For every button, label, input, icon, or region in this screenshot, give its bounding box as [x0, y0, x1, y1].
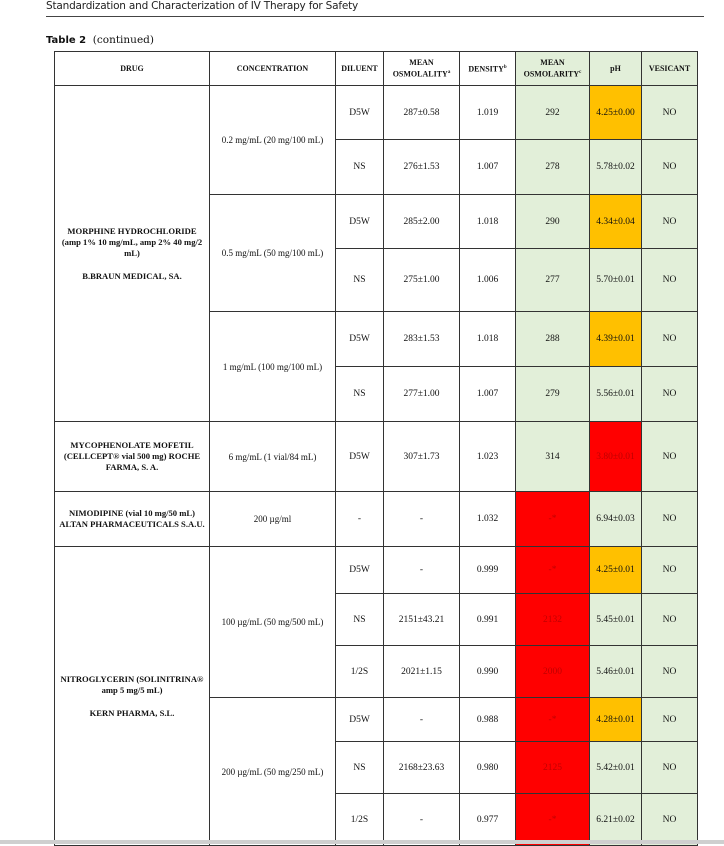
diluent-cell: D5W — [336, 422, 384, 492]
drug-maker: KERN PHARMA, S.L. — [89, 707, 175, 718]
osmolarity-cell: 314 — [516, 422, 590, 492]
osmolality-cell: 287±0.58 — [384, 86, 460, 140]
diluent-cell: D5W — [336, 195, 384, 249]
osmolality-cell: 2168±23.63 — [384, 742, 460, 794]
osmolarity-cell: 2000 — [516, 646, 590, 698]
drug-cell — [55, 492, 210, 547]
page-bottom-edge — [0, 840, 724, 844]
density-cell: 1.018 — [460, 312, 516, 367]
table-row — [55, 492, 698, 547]
density-cell: 0.991 — [460, 594, 516, 646]
density-cell: 1.019 — [460, 86, 516, 140]
vesicant-cell: NO — [642, 794, 698, 846]
concentration-cell: 6 mg/mL (1 vial/84 mL) — [210, 422, 336, 492]
osmolarity-cell: 292 — [516, 86, 590, 140]
vesicant-cell: NO — [642, 594, 698, 646]
drug-maker: B.BRAUN MEDICAL, SA. — [82, 270, 182, 281]
density-cell: 0.990 — [460, 646, 516, 698]
diluent-cell: NS — [336, 249, 384, 312]
vesicant-cell: NO — [642, 698, 698, 742]
vesicant-cell: NO — [642, 547, 698, 594]
drug-name: NIMODIPINE (vial 10 mg/50 mL) ALTAN PHARMACEUTICALS S.A.U. — [59, 508, 205, 529]
osmolality-cell: 2151±43.21 — [384, 594, 460, 646]
vesicant-cell: NO — [642, 249, 698, 312]
ph-cell: 5.42±0.01 — [590, 742, 642, 794]
concentration-cell: 200 µg/mL (50 mg/250 mL) — [210, 698, 336, 846]
concentration-cell: 0.5 mg/mL (50 mg/100 mL) — [210, 195, 336, 312]
ph-cell: 5.70±0.01 — [590, 249, 642, 312]
diluent-cell: NS — [336, 594, 384, 646]
running-header: Standardization and Characterization of IV Therapy for Safety — [46, 0, 359, 12]
osmolarity-cell: 290 — [516, 195, 590, 249]
concentration-cell: 200 µg/ml — [210, 492, 336, 547]
osmolality-cell: - — [384, 794, 460, 846]
density-cell: 0.977 — [460, 794, 516, 846]
osmolality-cell: - — [384, 492, 460, 547]
osmolality-cell: 276±1.53 — [384, 140, 460, 195]
drug-name: MYCOPHENOLATE MOFETIL (CELLCEPT® vial 500 mg) ROCHE FARMA, S. A. — [63, 440, 201, 472]
diluent-cell: D5W — [336, 698, 384, 742]
density-cell: 0.988 — [460, 698, 516, 742]
osmolarity-cell: 2132 — [516, 594, 590, 646]
ph-cell: 6.21±0.02 — [590, 794, 642, 846]
osmolarity-cell: -* — [516, 492, 590, 547]
col-mean-osmolarity: MEAN OSMOLARITY$^c$ — [516, 52, 590, 86]
vesicant-cell: NO — [642, 422, 698, 492]
osmolality-cell: 283±1.53 — [384, 312, 460, 367]
concentration-cell: 100 µg/mL (50 mg/500 mL) — [210, 547, 336, 698]
osmolality-cell: - — [384, 547, 460, 594]
osmolality-cell: 307±1.73 — [384, 422, 460, 492]
table-row — [55, 422, 698, 492]
density-cell: 1.006 — [460, 249, 516, 312]
diluent-cell: 1/2S — [336, 646, 384, 698]
col-drug: DRUG — [55, 52, 210, 86]
concentration-cell: 1 mg/mL (100 mg/100 mL) — [210, 312, 336, 422]
osmolality-cell: - — [384, 698, 460, 742]
osmolality-cell: 277±1.00 — [384, 367, 460, 422]
diluent-cell: D5W — [336, 547, 384, 594]
col-diluent: DILUENT — [336, 52, 384, 86]
col-concentration: CONCENTRATION — [210, 52, 336, 86]
ph-cell: 5.56±0.01 — [590, 367, 642, 422]
table-label: Table 2 — [46, 35, 87, 46]
table-row — [55, 547, 698, 594]
ph-cell: 5.78±0.02 — [590, 140, 642, 195]
osmolarity-cell: 277 — [516, 249, 590, 312]
density-cell: 1.018 — [460, 195, 516, 249]
vesicant-cell: NO — [642, 140, 698, 195]
vesicant-cell: NO — [642, 86, 698, 140]
table-caption-text: (continued) — [92, 34, 154, 46]
header-row — [55, 52, 698, 86]
osmolarity-cell: -* — [516, 794, 590, 846]
ph-cell: 4.25±0.01 — [590, 547, 642, 594]
osmolality-cell: 2021±1.15 — [384, 646, 460, 698]
drug-cell — [55, 422, 210, 492]
col-ph: pH — [590, 52, 642, 86]
ph-cell: 6.94±0.03 — [590, 492, 642, 547]
density-cell: 1.007 — [460, 367, 516, 422]
drug-name: MORPHINE HYDROCHLORIDE (amp 1% 10 mg/mL, amp 2% 40 mg/2 mL) — [61, 225, 203, 258]
ph-cell: 5.45±0.01 — [590, 594, 642, 646]
ph-cell: 3.80±0.01 — [590, 422, 642, 492]
drug-cell — [55, 86, 210, 422]
data-table — [54, 51, 698, 846]
diluent-cell: D5W — [336, 312, 384, 367]
diluent-cell: NS — [336, 367, 384, 422]
col-density: DENSITY$^b$ — [460, 52, 516, 86]
diluent-cell: NS — [336, 140, 384, 195]
osmolarity-cell: 2125 — [516, 742, 590, 794]
drug-cell — [55, 547, 210, 846]
density-cell: 0.999 — [460, 547, 516, 594]
vesicant-cell: NO — [642, 742, 698, 794]
osmolarity-cell: -* — [516, 698, 590, 742]
header-rule — [46, 16, 704, 17]
ph-cell: 4.28±0.01 — [590, 698, 642, 742]
diluent-cell: - — [336, 492, 384, 547]
osmolarity-cell: -* — [516, 547, 590, 594]
concentration-cell: 0.2 mg/mL (20 mg/100 mL) — [210, 86, 336, 195]
density-cell: 1.007 — [460, 140, 516, 195]
col-vesicant: VESICANT — [642, 52, 698, 86]
drug-name: NITROGLYCERIN (SOLINITRINA® amp 5 mg/5 mL) — [60, 673, 204, 695]
table-row — [55, 86, 698, 140]
density-cell: 0.980 — [460, 742, 516, 794]
vesicant-cell: NO — [642, 492, 698, 547]
ph-cell: 4.25±0.00 — [590, 86, 642, 140]
vesicant-cell: NO — [642, 195, 698, 249]
diluent-cell: D5W — [336, 86, 384, 140]
diluent-cell: NS — [336, 742, 384, 794]
vesicant-cell: NO — [642, 367, 698, 422]
ph-cell: 5.46±0.01 — [590, 646, 642, 698]
vesicant-cell: NO — [642, 646, 698, 698]
vesicant-cell: NO — [642, 312, 698, 367]
ph-cell: 4.39±0.01 — [590, 312, 642, 367]
ph-cell: 4.34±0.04 — [590, 195, 642, 249]
density-cell: 1.032 — [460, 492, 516, 547]
table-caption — [46, 34, 154, 46]
col-mean-osmolality: MEAN OSMOLALITY$^a$ — [384, 52, 460, 86]
osmolality-cell: 275±1.00 — [384, 249, 460, 312]
diluent-cell: 1/2S — [336, 794, 384, 846]
osmolarity-cell: 278 — [516, 140, 590, 195]
osmolarity-cell: 279 — [516, 367, 590, 422]
osmolality-cell: 285±2.00 — [384, 195, 460, 249]
density-cell: 1.023 — [460, 422, 516, 492]
osmolarity-cell: 288 — [516, 312, 590, 367]
